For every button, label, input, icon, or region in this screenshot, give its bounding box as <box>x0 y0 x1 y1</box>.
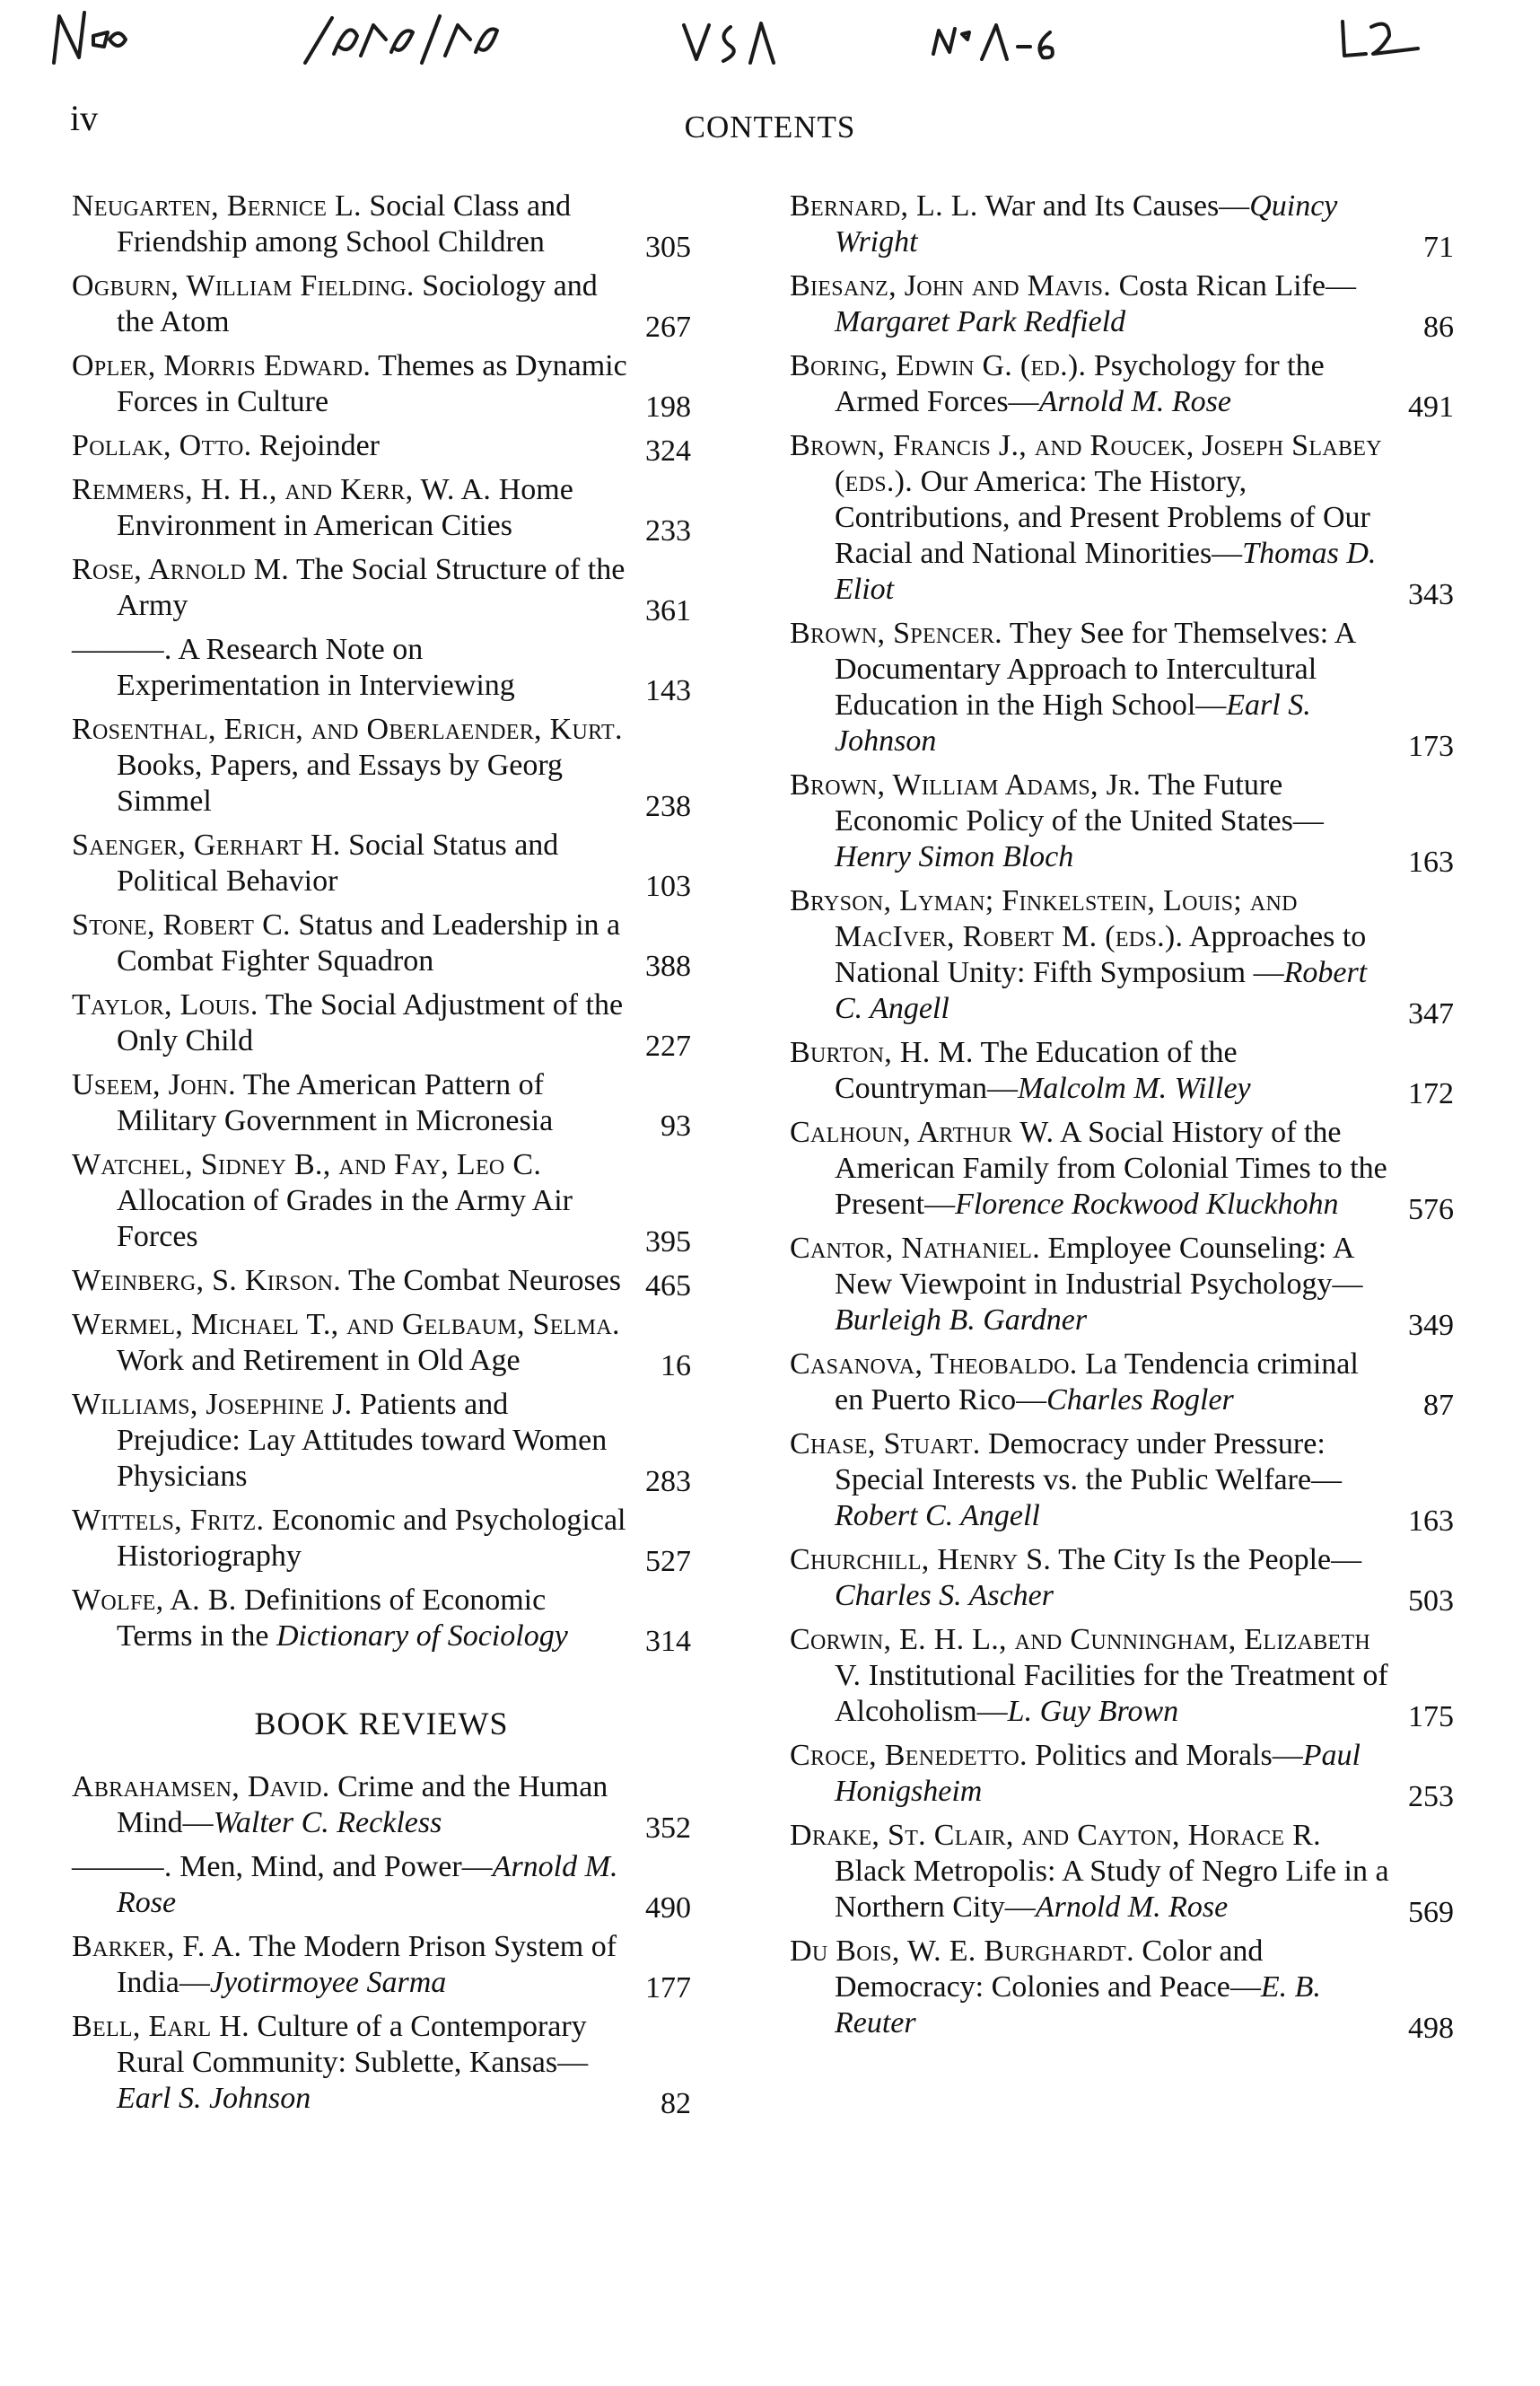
entry-author: Chase, Stuart. <box>790 1427 981 1461</box>
entry-page-number: 86 <box>1423 311 1454 344</box>
entry-title: Economic and Psychological Historiography <box>117 1504 626 1573</box>
entry-title: Color and Democracy: Colonies and Peace— <box>835 1934 1264 2004</box>
entry-author: Bell, Earl H. <box>72 2010 249 2043</box>
entry-reviewer: Charles Rogler <box>1046 1383 1234 1417</box>
entry-page-number: 163 <box>1408 1504 1454 1538</box>
book-reviews-list-left <box>72 1769 691 2120</box>
articles-list <box>72 189 691 1658</box>
entry-page-number: 314 <box>645 1625 691 1658</box>
entry-title: The Social Structure of the Army <box>117 553 626 622</box>
entry-author: Opler, Morris Edward. <box>72 349 372 382</box>
book-review-entry <box>790 1738 1454 1813</box>
article-entry <box>72 1583 691 1658</box>
entry-page-number: 490 <box>645 1891 691 1925</box>
entry-title-italic: Dictionary of Sociology <box>276 1619 568 1653</box>
entry-reviewer: Earl S. Johnson <box>117 2082 311 2115</box>
book-reviews-heading: BOOK REVIEWS <box>254 1706 509 1741</box>
entry-page-number: 87 <box>1423 1389 1454 1422</box>
entry-title: Allocation of Grades in the Army Air Forces <box>117 1184 573 1253</box>
entry-title: Patients and Prejudice: Lay Attitudes toward Women Physicians <box>117 1388 608 1493</box>
entry-page-number: 491 <box>1408 390 1454 424</box>
entry-reviewer: Florence Rockwood Kluckhohn <box>955 1188 1339 1221</box>
entry-title: Social Status and Political Behavior <box>117 829 559 898</box>
entry-title: Institutional Facilities for the Treatment of Alcoholism— <box>835 1659 1388 1728</box>
entry-title: Politics and Morals— <box>1035 1739 1303 1772</box>
entry-page-number: 324 <box>645 434 691 468</box>
book-review-entry <box>790 1622 1454 1733</box>
entry-page-number: 93 <box>661 1110 691 1143</box>
entry-page-number: 16 <box>661 1349 691 1382</box>
entry-author: Bryson, Lyman; Finkelstein, Louis; and MacIver, Robert M. (eds.). <box>790 884 1298 953</box>
entry-title: Approaches to National Unity: Fifth Symposium — <box>835 920 1367 989</box>
book-review-entry <box>790 1542 1454 1618</box>
article-entry <box>72 1503 691 1578</box>
entry-author: Burton, H. M. <box>790 1036 974 1069</box>
entry-title: A Social History of the American Family from Colonial Times to the Present— <box>835 1116 1387 1221</box>
book-review-entry <box>790 768 1454 879</box>
entry-title: Work and Retirement in Old Age <box>117 1344 521 1377</box>
entry-page-number: 103 <box>645 870 691 903</box>
entry-title: La Tendencia criminal en Puerto Rico— <box>835 1347 1359 1417</box>
entry-title: Definitions of Economic Terms in the <box>117 1583 547 1653</box>
entry-title: A Research Note on Experimentation in Interviewing <box>117 633 515 702</box>
book-review-entry <box>790 1426 1454 1538</box>
entry-author: Abrahamsen, David. <box>72 1770 330 1803</box>
entry-page-number: 227 <box>645 1030 691 1063</box>
entry-author: Brown, William Adams, Jr. <box>790 768 1142 802</box>
book-review-entry <box>790 1818 1454 1929</box>
entry-reviewer: Earl S. Johnson <box>835 689 1311 758</box>
entry-reviewer: Paul Honigsheim <box>835 1739 1361 1808</box>
entry-page-number: 82 <box>661 2087 691 2120</box>
entry-title: The American Pattern of Military Government in Micronesia <box>117 1068 554 1137</box>
entry-reviewer: Arnold M. Rose <box>117 1850 618 1919</box>
entry-title: The Education of the Countryman— <box>835 1036 1238 1105</box>
entry-author: Stone, Robert C. <box>72 908 291 942</box>
entry-reviewer: Margaret Park Redfield <box>835 305 1126 338</box>
right-column <box>790 189 1454 2049</box>
entry-author: Watchel, Sidney B., and Fay, Leo C. <box>72 1148 542 1181</box>
entry-author: Brown, Francis J., and Roucek, Joseph Slabey (eds.). <box>790 429 1382 498</box>
book-review-entry <box>790 616 1454 763</box>
entry-title: The Future Economic Policy of the United States— <box>835 768 1324 838</box>
entry-reviewer: Robert C. Angell <box>835 956 1368 1025</box>
article-entry <box>72 1387 691 1498</box>
book-review-entry <box>790 1347 1454 1422</box>
article-entry <box>72 189 691 264</box>
entry-reviewer: Arnold M. Rose <box>1038 385 1231 418</box>
book-review-entry <box>790 189 1454 264</box>
article-entry <box>72 908 691 983</box>
entry-title: Costa Rican Life— <box>1118 269 1356 303</box>
entry-reviewer: Robert C. Angell <box>835 1499 1040 1532</box>
entry-page-number: 163 <box>1408 846 1454 879</box>
article-entry <box>72 268 691 344</box>
entry-page-number: 172 <box>1408 1077 1454 1110</box>
entry-page-number: 233 <box>645 514 691 548</box>
article-entry <box>72 1263 691 1303</box>
book-review-entry <box>790 1934 1454 2045</box>
entry-page-number: 238 <box>645 790 691 823</box>
entry-author: Neugarten, Bernice L. <box>72 189 362 223</box>
article-entry <box>72 348 691 424</box>
article-entry <box>72 552 691 627</box>
article-entry <box>72 987 691 1063</box>
entry-page-number: 465 <box>645 1269 691 1303</box>
entry-title: The Social Adjustment of the Only Child <box>117 988 624 1057</box>
entry-author: Williams, Josephine J. <box>72 1388 353 1421</box>
handwritten-annotation <box>0 0 1540 99</box>
book-review-entry <box>790 348 1454 424</box>
entry-author: Useem, John. <box>72 1068 236 1101</box>
entry-reviewer: Quincy Wright <box>835 189 1338 259</box>
entry-page-number: 347 <box>1408 997 1454 1031</box>
book-review-entry <box>790 1115 1454 1226</box>
left-column <box>72 189 691 2125</box>
entry-author: Croce, Benedetto. <box>790 1739 1028 1772</box>
book-review-entry <box>790 1231 1454 1342</box>
book-review-entry <box>72 1769 691 1845</box>
entry-author: Drake, St. Clair, and Cayton, Horace R. <box>790 1819 1321 1852</box>
entry-title: War and Its Causes— <box>984 189 1250 223</box>
entry-author: Wolfe, A. B. <box>72 1583 237 1617</box>
entry-title: Themes as Dynamic Forces in Culture <box>117 349 627 418</box>
entry-title: They See for Themselves: A Documentary Approach to Intercultural Education in the High School— <box>835 617 1355 722</box>
entry-reviewer: E. B. Reuter <box>835 1970 1321 2040</box>
entry-author: Bernard, L. L. <box>790 189 978 223</box>
entry-page-number: 569 <box>1408 1896 1454 1929</box>
entry-page-number: 503 <box>1408 1584 1454 1618</box>
entry-title: Our America: The History, Contributions, and Present Problems of Our Racial and National Minorities— <box>835 465 1370 570</box>
entry-title: Employee Counseling: A New Viewpoint in Industrial Psychology— <box>835 1232 1363 1301</box>
book-review-entry <box>72 1929 691 2004</box>
entry-page-number: 527 <box>645 1545 691 1578</box>
entry-reviewer: Malcolm M. Willey <box>1017 1072 1251 1105</box>
entry-author: Churchill, Henry S. <box>790 1543 1052 1576</box>
entry-author: Weinberg, S. Kirson. <box>72 1264 342 1297</box>
entry-title: Culture of a Contemporary Rural Community: Sublette, Kansas— <box>117 2010 589 2079</box>
entry-author: Rose, Arnold M. <box>72 553 290 586</box>
entry-page-number: 71 <box>1423 231 1454 264</box>
book-reviews-list-right <box>790 189 1454 2045</box>
entry-author: ———. <box>72 1850 172 1883</box>
entry-title: Psychology for the Armed Forces— <box>835 349 1325 418</box>
entry-author: Casanova, Theobaldo. <box>790 1347 1078 1381</box>
page-number: iv <box>70 98 99 138</box>
book-review-entry <box>72 1849 691 1925</box>
entry-page-number: 267 <box>645 311 691 344</box>
entry-page-number: 305 <box>645 231 691 264</box>
entry-page-number: 173 <box>1408 730 1454 763</box>
entry-author: Calhoun, Arthur W. <box>790 1116 1054 1149</box>
entry-title: The Modern Prison System of India— <box>117 1930 617 1999</box>
book-review-entry <box>72 2009 691 2120</box>
entry-author: Saenger, Gerhart H. <box>72 829 341 862</box>
entry-page-number: 361 <box>645 594 691 627</box>
book-review-entry <box>790 1035 1454 1110</box>
entry-author: Corwin, E. H. L., and Cunningham, Elizabeth V. <box>790 1623 1371 1692</box>
article-entry <box>72 1067 691 1143</box>
entry-title: Democracy under Pressure: Special Interests vs. the Public Welfare— <box>835 1427 1343 1496</box>
article-entry <box>72 828 691 903</box>
entry-author: Rosenthal, Erich, and Oberlaender, Kurt. <box>72 713 623 746</box>
entry-page-number: 352 <box>645 1811 691 1845</box>
entry-page-number: 349 <box>1408 1309 1454 1342</box>
entry-author: Ogburn, William Fielding. <box>72 269 415 303</box>
entry-reviewer: L. Guy Brown <box>1007 1695 1179 1728</box>
entry-page-number: 576 <box>1408 1193 1454 1226</box>
entry-page-number: 177 <box>645 1971 691 2004</box>
entry-title: Sociology and the Atom <box>117 269 598 338</box>
page-title: CONTENTS <box>684 110 856 145</box>
article-entry <box>72 632 691 707</box>
entry-author: Taylor, Louis. <box>72 988 258 1022</box>
entry-title: The Combat Neuroses <box>347 1264 621 1297</box>
entry-author: Wermel, Michael T., and Gelbaum, Selma. <box>72 1308 620 1341</box>
entry-title: Rejoinder <box>258 429 380 462</box>
article-entry <box>72 428 691 468</box>
entry-author: Du Bois, W. E. Burghardt. <box>790 1934 1134 1968</box>
entry-page-number: 388 <box>645 950 691 983</box>
entry-author: Brown, Spencer. <box>790 617 1002 650</box>
entry-author: Boring, Edwin G. (ed.). <box>790 349 1087 382</box>
entry-title: Black Metropolis: A Study of Negro Life in a Northern City— <box>835 1855 1389 1924</box>
entry-page-number: 175 <box>1408 1700 1454 1733</box>
entry-author: Pollak, Otto. <box>72 429 252 462</box>
entry-page-number: 498 <box>1408 2012 1454 2045</box>
entry-page-number: 343 <box>1408 578 1454 611</box>
entry-title: Social Class and Friendship among School Children <box>117 189 572 259</box>
entry-reviewer: Charles S. Ascher <box>835 1579 1054 1612</box>
entry-title: The City Is the People— <box>1058 1543 1362 1576</box>
entry-title: Home Environment in American Cities <box>117 473 573 542</box>
entry-reviewer: Arnold M. Rose <box>1035 1890 1229 1924</box>
entry-title: Books, Papers, and Essays by Georg Simmel <box>117 749 564 818</box>
entry-page-number: 143 <box>645 674 691 707</box>
entry-title: Status and Leadership in a Combat Fighter Squadron <box>117 908 621 978</box>
entry-page-number: 283 <box>645 1465 691 1498</box>
entry-author: Remmers, H. H., and Kerr, W. A. <box>72 473 492 506</box>
entry-page-number: 253 <box>1408 1780 1454 1813</box>
book-review-entry <box>790 268 1454 344</box>
entry-page-number: 198 <box>645 390 691 424</box>
article-entry <box>72 1147 691 1259</box>
entry-reviewer: Burleigh B. Gardner <box>835 1303 1088 1337</box>
entry-title: Crime and the Human Mind— <box>117 1770 608 1839</box>
handwritten-annotation-drawing <box>0 0 1540 99</box>
entry-title: Men, Mind, and Power— <box>179 1850 493 1883</box>
article-entry <box>72 1307 691 1382</box>
entry-author: Biesanz, John and Mavis. <box>790 269 1112 303</box>
entry-reviewer: Thomas D. Eliot <box>835 537 1377 606</box>
entry-author: Barker, F. A. <box>72 1930 242 1963</box>
entry-reviewer: Henry Simon Bloch <box>835 840 1074 873</box>
book-review-entry <box>790 428 1454 611</box>
entry-reviewer: Walter C. Reckless <box>213 1806 442 1839</box>
entry-author: ———. <box>72 633 172 666</box>
entry-author: Wittels, Fritz. <box>72 1504 265 1537</box>
book-review-entry <box>790 883 1454 1031</box>
entry-reviewer: Jyotirmoyee Sarma <box>209 1966 447 1999</box>
article-entry <box>72 712 691 823</box>
entry-author: Cantor, Nathaniel. <box>790 1232 1041 1265</box>
entry-page-number: 395 <box>645 1225 691 1259</box>
article-entry <box>72 472 691 548</box>
